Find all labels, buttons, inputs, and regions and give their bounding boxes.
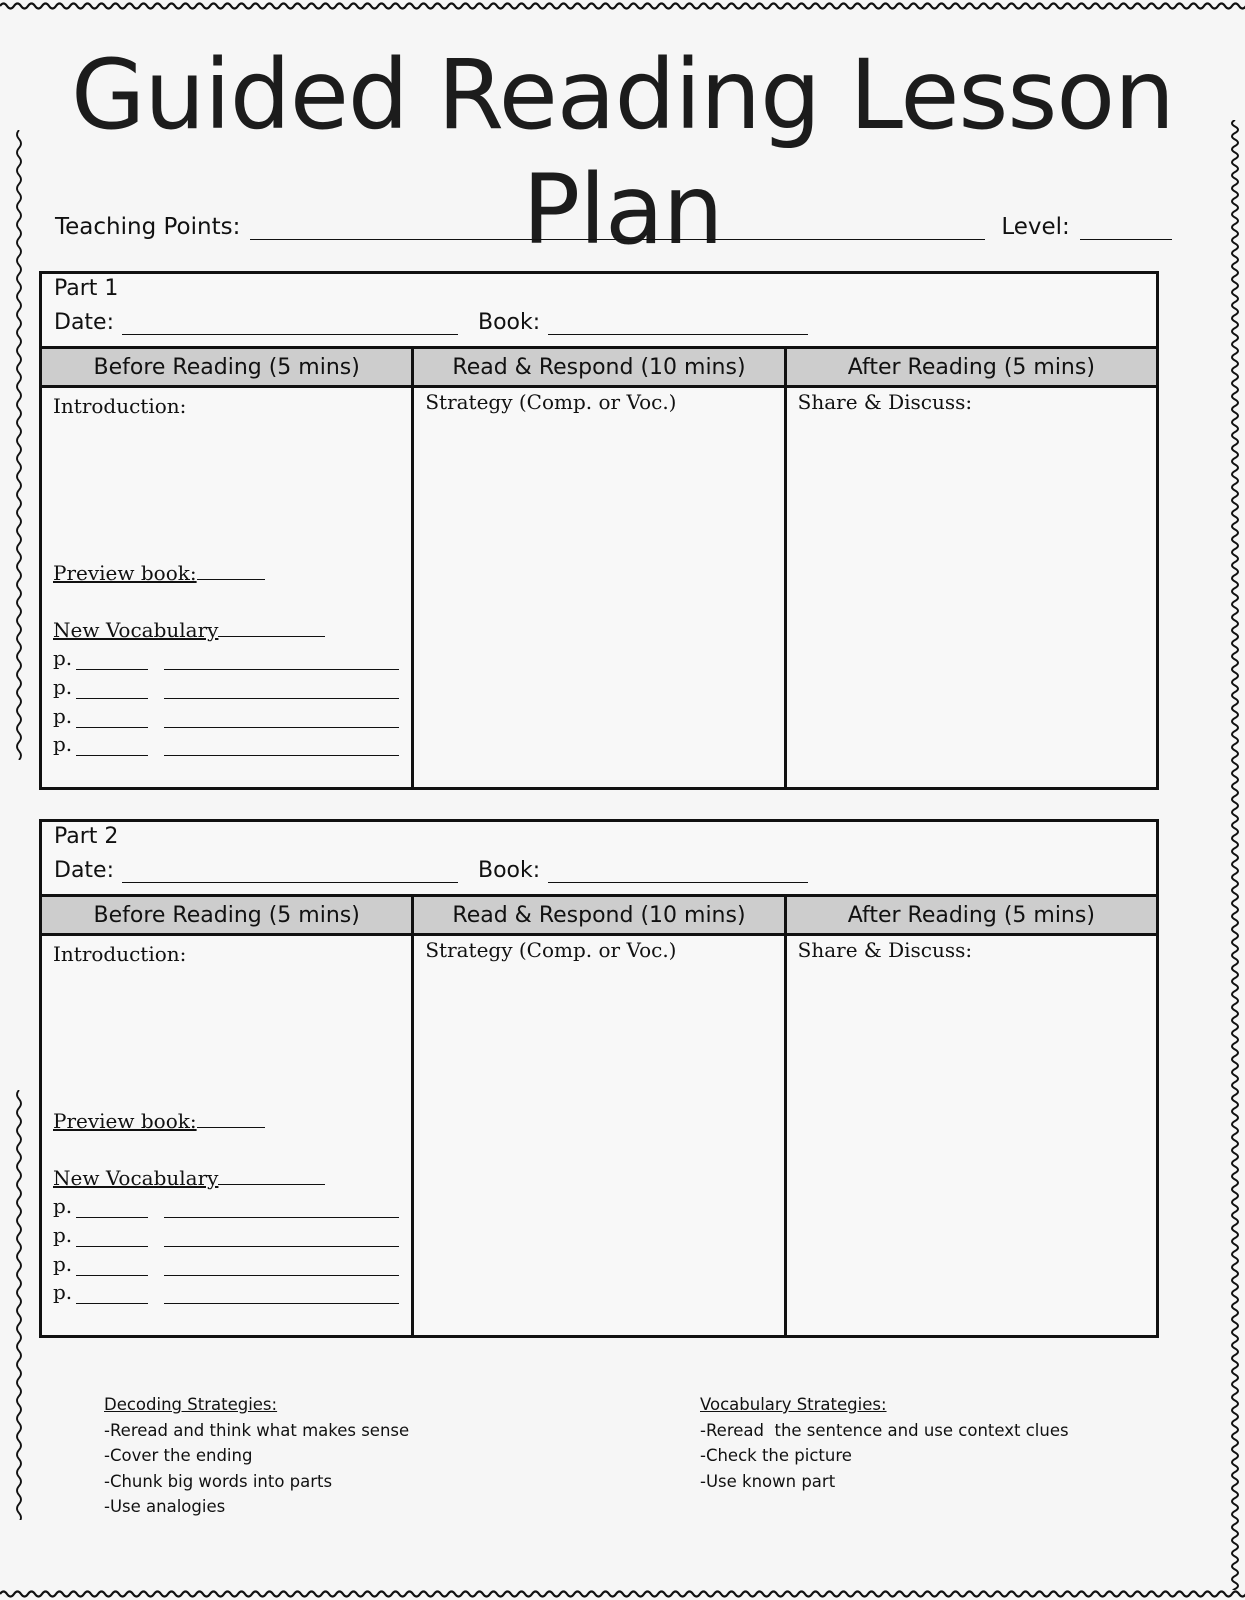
preview-book-row (53, 561, 265, 585)
decoding-strategy-item: -Reread and think what makes sense (104, 1420, 410, 1440)
page-number-field[interactable] (76, 682, 148, 699)
column-header: After Reading (5 mins) (787, 349, 1156, 388)
share-discuss-label: Share & Discuss: (797, 390, 973, 414)
page-title: Guided Reading Lesson Plan (70, 39, 1174, 267)
vocabulary-strategy-item: -Reread the sentence and use context clues (700, 1420, 1069, 1440)
new-vocabulary-row (53, 618, 325, 642)
vocabulary-entry (53, 1223, 399, 1247)
page-number-field[interactable] (76, 1259, 148, 1276)
read-respond-column (411, 897, 783, 1335)
read-respond-column (411, 349, 783, 787)
page-number-field[interactable] (76, 1287, 148, 1304)
page-prefix: p. (53, 675, 73, 699)
after-reading-column (784, 349, 1156, 787)
introduction-label: Introduction: (53, 942, 187, 966)
introduction-label: Introduction: (53, 394, 187, 418)
vocabulary-strategies-heading: Vocabulary Strategies: (700, 1395, 887, 1414)
vocabulary-strategy-item: -Check the picture (700, 1446, 852, 1465)
teaching-points-label: Teaching Points: (55, 214, 241, 240)
vocabulary-entry (53, 1280, 399, 1304)
page-prefix: p. (53, 646, 73, 670)
level-label: Level: (1001, 214, 1070, 240)
vocabulary-entry (53, 1252, 399, 1276)
strategy-label: Strategy (Comp. or Voc.) (425, 390, 677, 414)
date-field[interactable] (122, 860, 458, 883)
teaching-points-field[interactable] (250, 213, 985, 240)
date-label: Date: (54, 858, 114, 883)
vocabulary-strategy-item: -Use known part (700, 1471, 836, 1491)
part-header (42, 822, 1156, 897)
vocabulary-entry (53, 1194, 399, 1218)
decoding-strategy-item: -Chunk big words into parts (104, 1471, 333, 1491)
word-field[interactable] (164, 1201, 399, 1218)
level-field[interactable] (1080, 213, 1172, 240)
decoding-strategy-item: -Cover the ending (104, 1446, 253, 1465)
page-number-field[interactable] (76, 1230, 148, 1247)
book-field[interactable] (548, 312, 808, 335)
decoding-strategies (104, 1392, 409, 1520)
word-field[interactable] (164, 682, 399, 699)
new-vocabulary-row (53, 1166, 325, 1190)
squiggle-border-top (0, 0, 1245, 12)
column-header: After Reading (5 mins) (787, 897, 1156, 936)
squiggle-border-right (1228, 120, 1242, 1590)
page-number-field[interactable] (76, 653, 148, 670)
part-label: Part 2 (54, 824, 119, 849)
new-vocabulary-field[interactable] (218, 620, 325, 637)
vocabulary-entry (53, 646, 399, 670)
teaching-points-row (55, 204, 1180, 240)
page-number-field[interactable] (76, 1201, 148, 1218)
preview-book-field[interactable] (197, 563, 265, 580)
page-prefix: p. (53, 1194, 73, 1218)
page-prefix: p. (53, 732, 73, 756)
column-header: Read & Respond (10 mins) (414, 349, 783, 388)
page-number-field[interactable] (76, 711, 148, 728)
preview-book-row (53, 1109, 265, 1133)
page-prefix: p. (53, 704, 73, 728)
vocabulary-entry (53, 732, 399, 756)
date-label: Date: (54, 310, 114, 335)
strategy-label: Strategy (Comp. or Voc.) (425, 938, 677, 962)
before-reading-column (42, 349, 411, 787)
date-field[interactable] (122, 312, 458, 335)
decoding-strategies-heading: Decoding Strategies: (104, 1395, 278, 1414)
new-vocabulary-label: New Vocabulary (53, 1166, 219, 1190)
part-header (42, 274, 1156, 349)
page-prefix: p. (53, 1223, 73, 1247)
column-header: Read & Respond (10 mins) (414, 897, 783, 936)
word-field[interactable] (164, 1230, 399, 1247)
page-number-field[interactable] (76, 739, 148, 756)
preview-book-field[interactable] (197, 1111, 265, 1128)
vocabulary-entry (53, 704, 399, 728)
word-field[interactable] (164, 739, 399, 756)
column-header: Before Reading (5 mins) (42, 349, 411, 388)
preview-book-label: Preview book: (53, 561, 197, 585)
lesson-part-2 (39, 819, 1159, 1338)
part-label: Part 1 (54, 276, 119, 301)
new-vocabulary-field[interactable] (218, 1168, 325, 1185)
book-label: Book: (478, 310, 541, 335)
after-reading-column (784, 897, 1156, 1335)
date-book-row (54, 858, 828, 883)
share-discuss-label: Share & Discuss: (797, 938, 973, 962)
decoding-strategy-item: -Use analogies (104, 1497, 226, 1516)
word-field[interactable] (164, 1287, 399, 1304)
book-field[interactable] (548, 860, 808, 883)
squiggle-border-left-lower (14, 1090, 24, 1520)
lesson-part-1 (39, 271, 1159, 790)
vocabulary-strategies (700, 1392, 1069, 1494)
vocabulary-entry (53, 675, 399, 699)
word-field[interactable] (164, 653, 399, 670)
page-prefix: p. (53, 1252, 73, 1276)
page-prefix: p. (53, 1280, 73, 1304)
word-field[interactable] (164, 711, 399, 728)
squiggle-border-bottom (0, 1588, 1245, 1600)
date-book-row (54, 310, 828, 335)
new-vocabulary-label: New Vocabulary (53, 618, 219, 642)
before-reading-column (42, 897, 411, 1335)
column-header: Before Reading (5 mins) (42, 897, 411, 936)
word-field[interactable] (164, 1259, 399, 1276)
preview-book-label: Preview book: (53, 1109, 197, 1133)
book-label: Book: (478, 858, 541, 883)
